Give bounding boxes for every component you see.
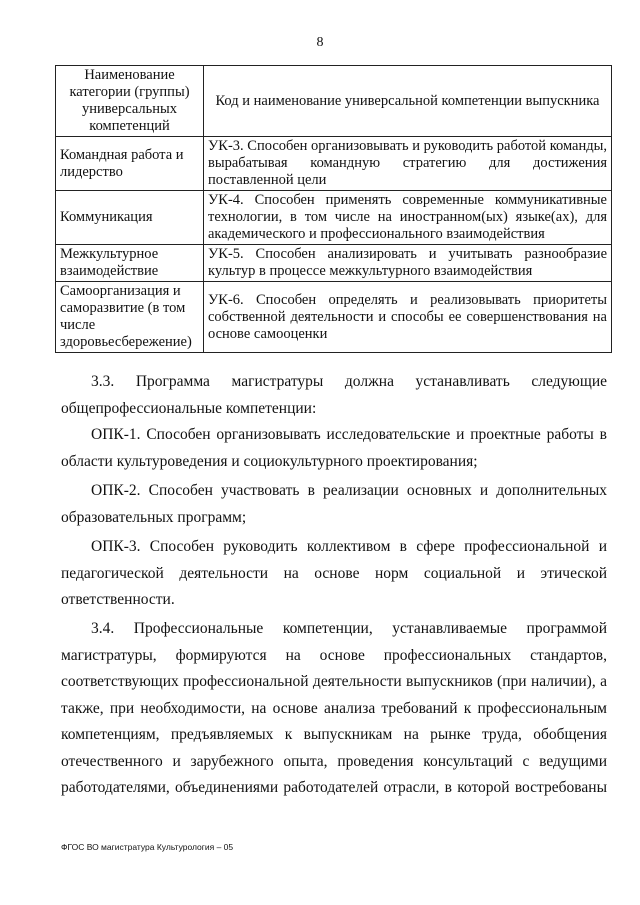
row-competence: УК-3. Способен организовывать и руководить работой команды, вырабатывая командную стратегию для достижения поставленной цели [204,137,612,191]
paragraph-3-3: 3.3. Программа магистратуры должна устанавливать следующие общепрофессиональные компетенции: [61,373,607,417]
row-category: Коммуникация [56,191,204,245]
competence-table [55,65,612,353]
row-category: Межкультурное взаимодействие [56,245,204,282]
table-row [56,245,612,282]
header-competence: Код и наименование универсальной компетенции выпускника [204,66,612,137]
header-category: Наименование категории (группы) универсальных компетенций [56,66,204,137]
paragraph-opk-3: ОПК-3. Способен руководить коллективом в сфере профессиональной и педагогической деятельности на основе норм социальной и этической ответственности. [61,538,607,608]
document-footer: ФГОС ВО магистратура Культурология – 05 [61,842,234,852]
row-competence: УК-4. Способен применять современные коммуникативные технологии, в том числе на иностранном(ых) языке(ах), для академического и профессионального взаимодействия [204,191,612,245]
row-category: Командная работа и лидерство [56,137,204,191]
table-row [56,137,612,191]
paragraph-3-4: 3.4. Профессиональные компетенции, устанавливаемые программой магистратуры, формируются на основе профессиональных стандартов, соответствующих профессиональной деятельности выпускников (при наличии), а также, при необходимости, на основе анализа требований к профессиональным компетенциям, предъявляемых к выпускникам на рынке труда, обобщения отечественного и зарубежного опыта, проведения консультаций с ведущими работодателями, объединениями работодателей отрасли, в которой востребованы [61,620,607,796]
table-header-row [56,66,612,137]
table-row [56,191,612,245]
paragraph-opk-2: ОПК-2. Способен участвовать в реализации основных и дополнительных образовательных программ; [61,482,607,526]
page-number: 8 [316,35,324,50]
row-category: Самоорганизация и саморазвитие (в том числе здоровьесбережение) [56,282,204,353]
table-row [56,282,612,353]
row-competence: УК-5. Способен анализировать и учитывать разнообразие культур в процессе межкультурного взаимодействия [204,245,612,282]
paragraph-opk-1: ОПК-1. Способен организовывать исследовательские и проектные работы в области культуроведения и социокультурного проектирования; [61,426,607,470]
row-competence: УК-6. Способен определять и реализовывать приоритеты собственной деятельности и способы ее совершенствования на основе самооценки [204,282,612,353]
